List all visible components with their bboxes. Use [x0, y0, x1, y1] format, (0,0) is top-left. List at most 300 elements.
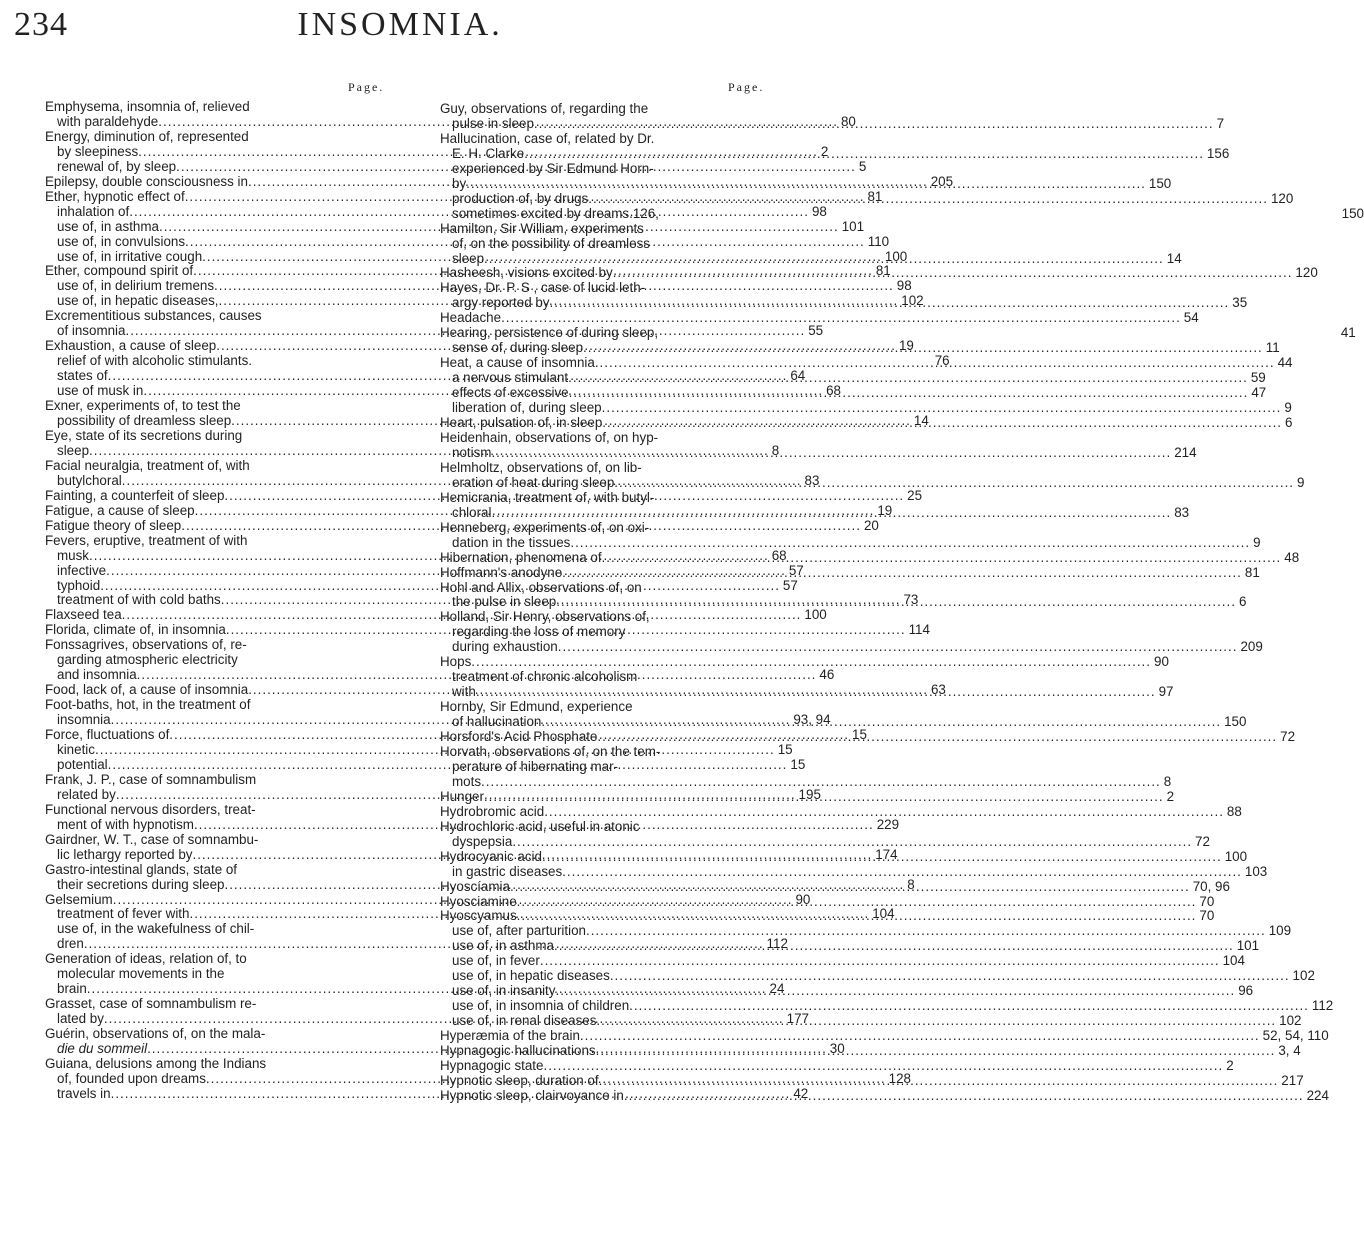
dot-leader — [534, 113, 1214, 132]
entry-text: Exner, experiments of, to test the — [45, 398, 241, 414]
dot-leader — [544, 805, 1224, 820]
dot-leader — [555, 981, 1235, 999]
entry-text: Exhaustion, a cause of sleep — [45, 338, 217, 354]
dot-leader — [476, 682, 1156, 700]
page-reference: 102 — [901, 293, 924, 309]
page-reference: 7 — [1216, 115, 1225, 131]
page-reference: 41 — [1340, 325, 1356, 341]
index-entry — [440, 760, 785, 775]
entry-text: Food, lack of, a cause of insomnia — [45, 682, 249, 698]
right-page-label: Page. — [728, 80, 765, 94]
entry-text: Hypnotic sleep, duration of — [440, 1072, 599, 1088]
index-entry — [45, 833, 390, 848]
dot-leader — [484, 786, 1164, 805]
entry-text: Hoffmann's anodyne — [440, 564, 563, 580]
page-reference: 96 — [1238, 983, 1254, 999]
entry-text: by sleepiness — [57, 143, 139, 159]
page-reference: 15 — [790, 756, 806, 772]
entry-text: typhoid — [57, 577, 101, 593]
page-reference: 150 — [1341, 205, 1364, 221]
entry-text: Epilepsy, double consciousness in — [45, 173, 248, 189]
page-reference: 81 — [1244, 564, 1260, 580]
entry-text: die du sommeil — [57, 1041, 148, 1057]
entry-text: Hypnagogic hallucinations — [440, 1043, 596, 1059]
dot-leader — [481, 775, 1161, 790]
index-entry — [45, 1027, 390, 1042]
page-reference: 76 — [934, 353, 950, 369]
page-reference: 73 — [903, 592, 919, 608]
entry-text: Frank, J. P., case of somnambulism — [45, 771, 257, 787]
index-entry — [440, 431, 785, 446]
dot-leader — [562, 865, 1242, 880]
entry-text: Helmholtz, observations of, on lib- — [440, 459, 642, 475]
dot-leader — [613, 263, 1293, 281]
entry-text: butylchoral — [57, 472, 122, 488]
page-reference: 101 — [841, 218, 865, 234]
page-reference: 88 — [1226, 803, 1242, 819]
page-reference: 57 — [788, 562, 804, 578]
dot-leader — [543, 1059, 1223, 1074]
entry-text: possibility of dreamless sleep — [57, 413, 232, 429]
page-reference: 63 — [930, 682, 946, 698]
page-reference: 102 — [1292, 968, 1315, 984]
dot-leader — [580, 1029, 1260, 1044]
entry-text: inhalation of — [57, 203, 130, 219]
entry-text: Hyoscíamia — [440, 878, 510, 894]
index-entry — [440, 923, 1292, 939]
entry-text: Force, fluctuations of — [45, 727, 170, 743]
page-reference: 102 — [1279, 1013, 1302, 1029]
entry-text: relief of with alcoholic stimulants. — [57, 353, 252, 369]
entry-text: Ether, hypnotic effect of — [45, 188, 185, 204]
page-reference: 42 — [793, 1085, 809, 1101]
index-entry — [45, 534, 390, 549]
index-entry — [45, 429, 390, 444]
page-reference: 8 — [1163, 773, 1172, 789]
page-reference: 2 — [820, 143, 829, 159]
entry-text: experienced by Sir Edmund Horn- — [452, 160, 654, 176]
dot-leader — [624, 1085, 1304, 1104]
page-reference: 174 — [875, 846, 898, 862]
entry-text: Energy, diminution of, represented — [45, 128, 249, 144]
entry-text: Fatigue, a cause of sleep — [45, 502, 195, 518]
page-reference: 54 — [1183, 310, 1199, 326]
entry-text: Hyosciamine — [440, 893, 517, 909]
index-entry — [440, 581, 785, 596]
entry-text: lated by — [57, 1011, 104, 1027]
page-reference: 9 — [1253, 534, 1261, 550]
entry-text: renewal of, by sleep — [57, 158, 177, 174]
page-reference: 120 — [1295, 265, 1318, 281]
entry-text: notism — [452, 444, 492, 460]
index-entry — [45, 952, 390, 967]
index-entry — [440, 610, 785, 625]
index-entry — [440, 162, 785, 177]
entry-text: use of, in asthma — [452, 938, 554, 954]
entry-text: brain — [57, 981, 87, 997]
entry-text: dation in the tissues — [452, 534, 571, 550]
index-entry — [440, 400, 1292, 416]
index-entry — [440, 938, 1260, 954]
page-reference: 20 — [863, 517, 879, 533]
page-reference: 224 — [1306, 1087, 1329, 1103]
entry-text: of, on the possibility of dreamless — [452, 235, 650, 251]
page-reference: 72 — [1195, 833, 1210, 849]
entry-text: Fatigue theory of sleep — [45, 517, 182, 533]
entry-text: use of, in hepatic diseases, — [57, 293, 219, 309]
index-entry — [45, 130, 390, 145]
entry-text: Hyperæmia of the brain — [440, 1028, 580, 1044]
entry-text: sense of, during sleep — [452, 340, 584, 356]
entry-text: Holland, Sir Henry, observations of, — [440, 609, 650, 625]
entry-text: during exhaustion — [452, 639, 558, 655]
page-reference: 177 — [786, 1011, 809, 1027]
entry-text: in gastric diseases — [452, 863, 563, 879]
entry-text: Hydrocyanic acid — [440, 848, 542, 864]
page-reference: 100 — [884, 248, 908, 264]
entry-text: use of, after parturition — [452, 923, 586, 939]
entry-text: with paraldehyde — [57, 113, 159, 129]
index-entry — [45, 653, 390, 668]
page-reference: 14 — [913, 413, 929, 429]
dot-leader — [610, 969, 1290, 984]
page-reference: 114 — [908, 622, 930, 638]
left-page-label: Page. — [348, 80, 385, 94]
page-reference: 209 — [1240, 639, 1263, 655]
dot-leader — [542, 846, 1222, 865]
dot-leader — [629, 999, 1309, 1014]
entry-text: Fainting, a counterfeit of sleep — [45, 487, 225, 503]
page-reference: 81 — [875, 263, 891, 279]
entry-text: states of — [57, 368, 108, 384]
dot-leader — [568, 368, 1248, 386]
entry-text: with — [452, 684, 476, 700]
entry-text: related by — [57, 786, 116, 802]
dot-leader — [484, 248, 1164, 267]
entry-text: Eye, state of its secretions during — [45, 427, 243, 443]
index-entry — [440, 820, 785, 835]
entry-text: Hunger — [440, 788, 484, 804]
entry-text: Emphysema, insomnia of, relieved — [45, 99, 250, 114]
page-reference: 150 — [1224, 714, 1247, 730]
entry-text: Hydrobromic acid — [440, 803, 545, 819]
dot-leader — [562, 562, 1242, 581]
index-entry — [440, 968, 1315, 984]
dot-leader — [524, 143, 1204, 162]
entry-text: Functional nervous disorders, treat- — [45, 801, 256, 817]
entry-text: musk — [57, 547, 89, 563]
entry-text: Henneberg, experiments of, on oxi- — [440, 519, 650, 535]
entry-text: lic lethargy reported by — [57, 846, 193, 862]
entry-text: ment of with hypnotism — [57, 816, 194, 832]
page-reference: 15 — [777, 741, 793, 757]
entry-text: effects of excessive — [452, 385, 569, 401]
entry-text: of insomnia — [57, 323, 126, 339]
entry-text: treatment of with cold baths — [57, 592, 221, 608]
index-entry — [440, 863, 1268, 880]
dot-leader — [596, 1041, 1276, 1059]
index-entry — [45, 922, 390, 937]
entry-text: Gairdner, W. T., case of somnambu- — [45, 831, 259, 847]
entry-text: Ether, compound spirit of — [45, 263, 194, 279]
index-entry — [440, 953, 1245, 969]
dot-leader — [602, 413, 1282, 431]
entry-text: use of, in irritative cough — [57, 248, 203, 264]
index-entry — [440, 625, 785, 640]
entry-text: and insomnia — [57, 667, 137, 683]
dot-leader — [602, 547, 1282, 566]
page-title: INSOMNIA. — [297, 6, 503, 43]
dot-leader — [491, 442, 1171, 461]
entry-text: treatment of chronic alcoholism — [452, 669, 638, 685]
entry-text: their secretions during sleep — [57, 876, 225, 892]
entry-text: Horsford's Acid Phosphate — [440, 729, 598, 745]
entry-text: use of, in hepatic diseases — [452, 968, 610, 984]
page-reference: 217 — [1281, 1072, 1304, 1088]
page-reference: 68 — [826, 383, 841, 399]
dot-leader — [510, 876, 1190, 895]
index-entry — [440, 878, 1230, 895]
entry-text: by — [452, 175, 467, 191]
dot-leader — [512, 835, 1192, 850]
index-entry — [45, 399, 390, 414]
page-reference: 19 — [898, 338, 914, 354]
index-entry — [440, 998, 1334, 1014]
page-reference: 112 — [766, 936, 788, 952]
index-entry — [440, 102, 785, 117]
entry-text: use of, in fever — [452, 953, 540, 969]
entry-text: Florida, climate of, in insomnia — [45, 622, 226, 638]
entry-text: liberation of, during sleep — [452, 400, 602, 416]
entry-text: Generation of ideas, relation of, to — [45, 951, 247, 967]
index-entry — [45, 459, 390, 474]
entry-text: sleep — [57, 442, 90, 458]
entry-text: pulse in sleep — [452, 115, 534, 131]
entry-text: perature of hibernating mar- — [452, 758, 618, 774]
entry-text: use of, in the wakefulness of chil- — [57, 921, 255, 937]
page-reference: 6 — [1285, 415, 1293, 431]
page-reference: 70 — [1199, 893, 1215, 909]
index-entry — [440, 310, 1199, 326]
dot-leader — [588, 188, 1268, 207]
page-reference: 52, 54, 110 — [1262, 1028, 1329, 1044]
entry-text: Headache — [440, 310, 502, 326]
page-reference: 156 — [1206, 145, 1230, 161]
entry-text: Hibernation, phenomena of — [440, 549, 602, 565]
page-reference: 64 — [790, 368, 806, 384]
entry-text: insomnia — [57, 712, 111, 728]
page-reference: 104 — [1222, 953, 1245, 969]
entry-text: Gelsemium — [45, 891, 113, 907]
page-reference: 90 — [1154, 654, 1169, 670]
page-reference: 101 — [1236, 938, 1260, 954]
entry-text: Hearing, persistence of during sleep, — [440, 325, 659, 341]
page-reference: 35 — [1232, 295, 1248, 311]
page-reference: 9 — [1284, 400, 1292, 416]
entry-text: mots — [452, 773, 482, 789]
entry-text: travels in — [57, 1085, 111, 1101]
entry-text: treatment of fever with — [57, 906, 190, 922]
page-reference: 24 — [769, 981, 785, 997]
index-entry — [45, 698, 390, 713]
entry-text: Hamilton, Sir William, experiments — [440, 220, 644, 236]
entry-text: Flaxseed tea — [45, 607, 122, 623]
dot-leader — [501, 311, 1181, 326]
entry-text: dren — [57, 936, 84, 952]
entry-text: Gastro-intestinal glands, state of — [45, 861, 238, 877]
index-entry — [45, 1057, 390, 1072]
entry-text: Hemicrania, treatment of, with butyl- — [440, 489, 655, 505]
dot-leader — [570, 536, 1250, 551]
page-reference: 5 — [858, 158, 867, 174]
page-reference: 25 — [907, 487, 923, 503]
page-reference: 44 — [1277, 355, 1293, 371]
page-reference: 229 — [876, 816, 900, 832]
index-entry — [45, 997, 390, 1012]
entry-text: Heat, a cause of insomnia — [440, 355, 595, 371]
index-entry — [440, 773, 1172, 790]
dot-leader — [517, 906, 1197, 924]
page-reference: 100 — [804, 607, 827, 623]
page-reference: 55 — [808, 323, 824, 339]
index-entry — [45, 863, 390, 878]
entry-text: Hypnagogic state — [440, 1058, 544, 1073]
page-reference: 93, 94 — [793, 712, 831, 728]
index-entry — [440, 491, 785, 506]
page-reference: 68 — [771, 547, 787, 563]
entry-text: potential — [57, 756, 108, 772]
index-entry — [440, 461, 785, 476]
entry-text: use of, in renal diseases — [452, 1013, 597, 1029]
index-entry — [440, 132, 785, 147]
page-reference: 195 — [798, 786, 821, 802]
entry-text: molecular movements in the — [57, 966, 225, 982]
page-reference: 14 — [1166, 250, 1182, 266]
index-entry — [45, 773, 390, 788]
dot-leader — [586, 924, 1266, 939]
index-entry — [440, 639, 1263, 655]
entry-text: Hyoscyamus — [440, 908, 517, 924]
page-reference: 205 — [930, 173, 954, 189]
entry-text: use of musk in — [57, 383, 144, 399]
index-entry — [45, 803, 390, 818]
entry-text: Heart, pulsation of, in sleep — [440, 415, 603, 431]
entry-text: use of, in delirium tremens — [57, 278, 215, 294]
index-entry — [440, 700, 785, 715]
entry-text: Grasset, case of somnambulism re- — [45, 996, 257, 1012]
entry-text: infective — [57, 562, 107, 578]
entry-text: argy reported by — [452, 295, 550, 311]
page-reference: 80 — [840, 113, 856, 129]
entry-text: Heidenhain, observations of, on hyp- — [440, 429, 659, 445]
page-reference: 19 — [877, 502, 893, 518]
page-reference: 120 — [1270, 190, 1294, 206]
dot-leader — [599, 1070, 1279, 1089]
index-entry — [45, 638, 390, 653]
page-reference: 98 — [896, 278, 912, 294]
entry-text: Hayes, Dr. P. S , case of lucid leth- — [440, 280, 646, 296]
page-reference: 83 — [804, 472, 820, 488]
page-reference: 6 — [1238, 594, 1247, 610]
entry-text: use of, in asthma — [57, 218, 159, 234]
index-entry — [45, 967, 390, 982]
index-entry — [45, 100, 390, 115]
index-entry — [440, 442, 1197, 461]
page-reference: 103 — [1244, 863, 1268, 879]
dot-leader — [583, 338, 1263, 356]
page-reference: 128 — [888, 1070, 911, 1086]
dot-leader — [602, 401, 1282, 416]
index-entry — [440, 237, 785, 252]
dot-leader — [541, 712, 1221, 730]
dot-leader — [596, 1011, 1276, 1029]
entry-text: dyspepsia — [452, 833, 513, 849]
entry-text: of, founded upon dreams — [57, 1070, 206, 1086]
dot-leader — [540, 954, 1220, 969]
index-entry — [440, 281, 785, 296]
entry-text: Facial neuralgia, treatment of, with — [45, 457, 250, 473]
page-reference: 8 — [771, 442, 780, 458]
page-reference: 100 — [1224, 848, 1248, 864]
index-entry — [440, 1028, 1329, 1044]
page-reference: 112 — [1311, 998, 1334, 1014]
page-reference: 150 — [1148, 175, 1172, 191]
entry-text: of hallucination — [452, 714, 542, 730]
page-reference: 8 — [907, 876, 915, 892]
dot-leader — [614, 472, 1294, 491]
page-reference: 3, 4 — [1278, 1043, 1301, 1059]
entry-text: Hohl and Allix, observations of, on — [440, 579, 642, 595]
entry-text: Hallucination, case of, related by Dr. — [440, 130, 655, 146]
entry-text: a nervous stimulant — [452, 370, 569, 386]
entry-text: Guérin, observations of, on the mala- — [45, 1026, 266, 1042]
page-reference: 81 — [867, 188, 883, 204]
page-reference: 11 — [1265, 340, 1280, 356]
entry-text: Foot-baths, hot, in the treatment of — [45, 697, 251, 713]
page-reference: 47 — [1251, 385, 1267, 401]
page-reference: 2 — [1166, 788, 1175, 804]
entry-text: Fevers, eruptive, treatment of with — [45, 532, 248, 548]
entry-text: the pulse in sleep — [452, 594, 557, 610]
page-reference: 30 — [829, 1041, 845, 1057]
dot-leader — [554, 936, 1234, 954]
index-entry — [440, 654, 1169, 670]
page-reference: 70 — [1199, 908, 1215, 924]
dot-leader — [466, 173, 1146, 192]
index-entry — [440, 803, 1242, 820]
page-reference: 2 — [1226, 1058, 1234, 1073]
page-reference: 59 — [1250, 370, 1266, 386]
entry-text: Guy, observations of, regarding the — [440, 101, 649, 116]
dot-leader — [550, 293, 1230, 311]
entry-text: E. H. Clarke — [452, 145, 525, 161]
dot-leader — [517, 891, 1197, 910]
index-entry — [45, 309, 390, 324]
index-entry — [440, 981, 1254, 999]
index-entry — [440, 547, 1300, 566]
index-entry — [440, 145, 1230, 162]
entry-text: Horvath, observations of, on the tem- — [440, 743, 661, 759]
page-reference: 70, 96 — [1192, 878, 1230, 894]
page-reference: 90 — [795, 891, 811, 907]
page-reference: 109 — [1268, 923, 1292, 939]
page-reference: 15 — [852, 727, 867, 743]
entry-text: eration of heat during sleep — [452, 474, 615, 490]
dot-leader — [595, 353, 1275, 371]
entry-text: Hydrochloric acid, useful in atonic — [440, 818, 640, 834]
entry-text: Hops — [440, 654, 472, 670]
page-reference: 97 — [1158, 684, 1174, 700]
